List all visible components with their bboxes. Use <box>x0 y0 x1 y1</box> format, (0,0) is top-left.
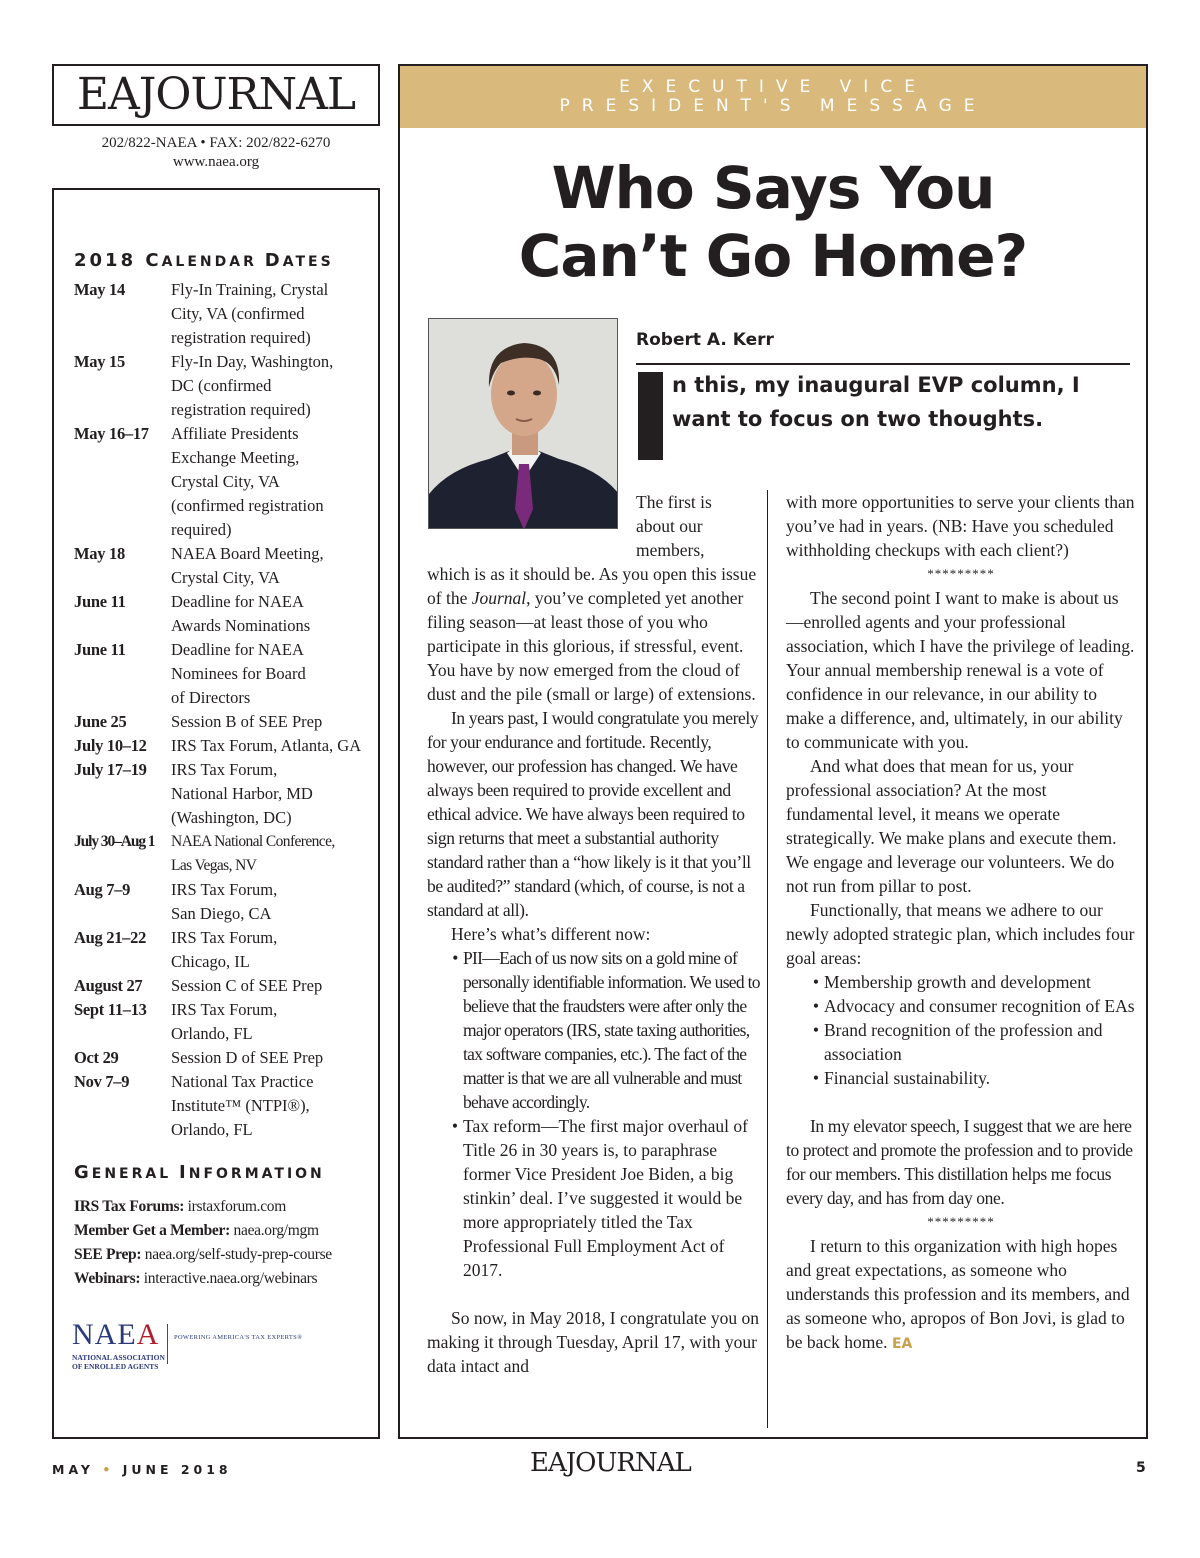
calendar-date: Oct 29 <box>74 1048 119 1067</box>
masthead-logo <box>52 64 380 126</box>
paragraph: with more opportunities to serve your clients than you’ve had in years. (NB: Have you scheduled withholding checkups with each client?) <box>786 492 1135 560</box>
paragraph: And what does that mean for us, your professional association? At the most fundamental level, it means we operate strategically. We make plans and execute them. We engage and leverage our volunteers. We do not run from pillar to post. <box>786 756 1117 896</box>
calendar-event: NAEA Board Meeting, Crystal City, VA <box>171 544 324 587</box>
general-info-item[interactable]: Member Get a Member: naea.org/mgm <box>74 1222 319 1239</box>
calendar-event: IRS Tax Forum, National Harbor, MD (Washington, DC) <box>171 760 313 827</box>
calendar-event: NAEA National Conference, Las Vegas, NV <box>171 833 335 874</box>
calendar-row <box>74 998 374 1046</box>
paragraph: Functionally, that means we adhere to our newly adopted strategic plan, which includes four goal areas: <box>786 900 1135 968</box>
footer-logo: EAJOURNAL <box>530 1448 691 1478</box>
column-divider <box>767 490 768 1428</box>
calendar-row <box>74 638 374 710</box>
author-photo <box>428 318 618 529</box>
end-mark: EA <box>891 1336 913 1352</box>
paragraph: I return to this organization with high hopes and great expectations, as someone who understands this profession and its members, and as someone who, apropos of Bon Jovi, is glad to be back home. EA <box>786 1236 1130 1352</box>
paragraph: In years past, I would congratulate you merely for your endurance and fortitude. Recently, however, our profession has changed. We have always been required to provide excellent and ethical advice. We have always been required to sign returns that meet a substantial authority standard rather than a “how likely is it that you’ll be audited?” standard (which, of course, is not a standard at all). <box>427 708 759 920</box>
author-portrait-image <box>429 319 618 529</box>
calendar-row <box>74 590 374 638</box>
calendar-event: IRS Tax Forum, Atlanta, GA <box>171 736 362 755</box>
general-info-heading: GENERAL INFORMATION <box>74 1162 325 1183</box>
paragraph: which is as it should be. As you open this issue of the Journal, you’ve completed yet another filing season—at least those of you who participate in this glorious, if stressful, event. You have by now emerged from the cloud of dust and the pile (small or large) of extensions. <box>427 564 757 704</box>
calendar-event: Session D of SEE Prep <box>171 1048 324 1067</box>
issue-date: MAY • JUNE 2018 <box>52 1462 232 1477</box>
calendar-event: Deadline for NAEA Awards Nominations <box>171 592 311 635</box>
calendar-row <box>74 926 374 974</box>
calendar-date: June 25 <box>74 712 127 731</box>
section-break: ********* <box>927 1214 995 1229</box>
calendar-date: July 17–19 <box>74 760 147 779</box>
calendar-list <box>74 278 374 1142</box>
calendar-row <box>74 710 374 734</box>
article-column-2 <box>786 490 1136 1356</box>
article-lede: n this, my inaugural EVP column, I want to focus on two thoughts. <box>672 373 1080 431</box>
calendar-event: Deadline for NAEA Nominees for Board of Directors <box>171 640 306 707</box>
calendar-date: Aug 21–22 <box>74 928 147 947</box>
calendar-event: Session C of SEE Prep <box>171 976 323 995</box>
intro-text: The first is about our members, <box>636 492 712 560</box>
page-number: 5 <box>1136 1460 1146 1476</box>
calendar-row <box>74 1070 374 1142</box>
paragraph: So now, in May 2018, I congratulate you on making it through Tuesday, April 17, with your data intact and <box>427 1308 759 1376</box>
ea-journal-logo: EAJOURNAL <box>76 69 356 120</box>
drop-cap: I <box>638 372 663 460</box>
article-column-1 <box>427 562 767 1378</box>
calendar-row <box>74 422 374 542</box>
calendar-event: National Tax Practice Institute™ (NTPI®), Orlando, FL <box>171 1072 314 1139</box>
calendar-row <box>74 830 374 878</box>
calendar-date: May 16–17 <box>74 424 149 443</box>
calendar-row <box>74 542 374 590</box>
general-info-item[interactable]: SEE Prep: naea.org/self-study-prep-course <box>74 1246 332 1263</box>
section-banner: EXECUTIVE VICE PRESIDENT'S MESSAGE <box>400 66 1146 128</box>
website-link[interactable]: www.naea.org <box>172 154 260 170</box>
calendar-row <box>74 278 374 350</box>
general-info-list <box>74 1195 374 1291</box>
calendar-row <box>74 878 374 926</box>
calendar-date: August 27 <box>74 976 143 995</box>
calendar-row <box>74 758 374 830</box>
general-info-item[interactable]: Webinars: interactive.naea.org/webinars <box>74 1270 318 1287</box>
article <box>398 64 1148 1439</box>
calendar-heading: 2018 CALENDAR DATES <box>74 250 334 271</box>
calendar-date: June 11 <box>74 640 126 659</box>
calendar-date: May 14 <box>74 280 125 299</box>
paragraph: In my elevator speech, I suggest that we are here to protect and promote the profession and to provide for our members. This distillation helps me focus every day, and has from day one. <box>786 1116 1133 1208</box>
calendar-date: Aug 7–9 <box>74 880 131 899</box>
calendar-event: Fly-In Day, Washington, DC (confirmed registration required) <box>171 352 334 419</box>
calendar-row <box>74 350 374 422</box>
calendar-date: Sept 11–13 <box>74 1000 147 1019</box>
general-info-item[interactable]: IRS Tax Forums: irstaxforum.com <box>74 1198 287 1215</box>
calendar-row <box>74 734 374 758</box>
calendar-date: July 30–Aug 1 <box>74 833 155 850</box>
calendar-event: IRS Tax Forum, Chicago, IL <box>171 928 278 971</box>
calendar-event: Affiliate Presidents Exchange Meeting, Crystal City, VA (confirmed registration required) <box>171 424 324 539</box>
byline-rule <box>636 363 1130 365</box>
calendar-date: July 10–12 <box>74 736 147 755</box>
goal-item: • Financial sustainability. <box>812 1068 991 1088</box>
section-break: ********* <box>927 566 995 581</box>
bullet-item: • Tax reform—The first major overhaul of Title 26 in 30 years is, to paraphrase former Vice President Joe Biden, a big stinkin’ deal. I’ve suggested it would be more appropriately titled the Tax Professional Full Employment Act of 2017. <box>451 1116 748 1280</box>
phone-fax: 202/822-NAEA • FAX: 202/822-6270 <box>101 135 331 151</box>
calendar-row <box>74 1046 374 1070</box>
article-headline: Who Says You Can’t Go Home? <box>518 154 1028 290</box>
calendar-event: Session B of SEE Prep <box>171 712 323 731</box>
sidebar <box>52 188 380 1439</box>
paragraph: The second point I want to make is about us—enrolled agents and your professional association, which I have the privilege of leading. Your annual membership renewal is a vote of confidence in our relevance, in our ability to make a difference, and, ultimately, in our ability to communicate with you. <box>786 588 1135 752</box>
calendar-row <box>74 974 374 998</box>
calendar-event: Fly-In Training, Crystal City, VA (confirmed registration required) <box>171 280 329 347</box>
calendar-date: Nov 7–9 <box>74 1072 130 1091</box>
goal-item: • Advocacy and consumer recognition of EAs <box>812 996 1135 1016</box>
paragraph: Here’s what’s different now: <box>451 924 651 944</box>
naea-logo: NAEA NATIONAL ASSOCIATION OF ENROLLED AGENTS POWERING AMERICA'S TAX EXPERTS® <box>72 1318 303 1371</box>
calendar-event: IRS Tax Forum, San Diego, CA <box>171 880 278 923</box>
calendar-date: June 11 <box>74 592 126 611</box>
calendar-date: May 18 <box>74 544 125 563</box>
author-byline: Robert A. Kerr <box>636 330 774 350</box>
contact-info <box>52 134 380 172</box>
calendar-date: May 15 <box>74 352 125 371</box>
goal-item: • Brand recognition of the profession and association <box>812 1020 1103 1064</box>
calendar-event: IRS Tax Forum, Orlando, FL <box>171 1000 278 1043</box>
goal-item: • Membership growth and development <box>812 972 1091 992</box>
bullet-item: • PII—Each of us now sits on a gold mine of personally identifiable information. We used to believe that the fraudsters were after only the major operators (IRS, state taxing authorities, tax software companies, etc.). The fact of the matter is that we are all vulnerable and must behave accordingly. <box>452 948 760 1112</box>
